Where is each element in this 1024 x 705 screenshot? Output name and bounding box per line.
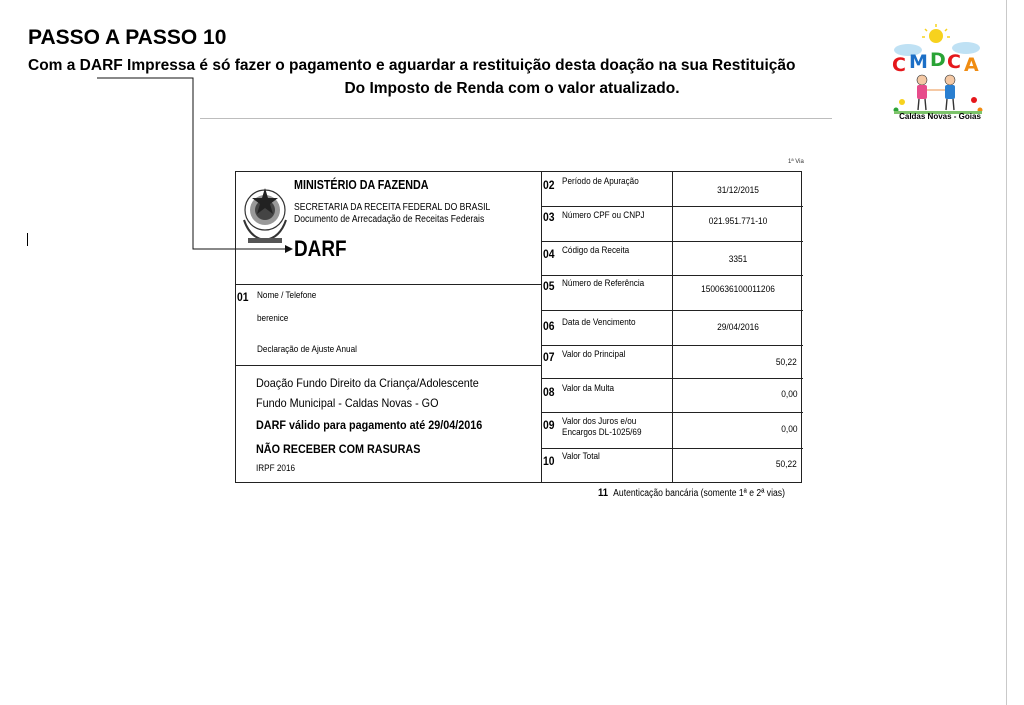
- field-06-value: 29/04/2016: [717, 322, 759, 333]
- value-column-divider: [672, 172, 673, 482]
- irpf-year: IRPF 2016: [256, 463, 296, 474]
- validity-note: DARF válido para pagamento até 29/04/2016: [256, 418, 483, 432]
- bank-authentication: [598, 487, 785, 499]
- coat-of-arms-icon: [240, 180, 290, 246]
- field-09-number: 09: [543, 420, 555, 432]
- field-11-number: 11: [598, 487, 609, 499]
- field-02-value: 31/12/2015: [717, 185, 759, 196]
- field-08-number: 08: [543, 387, 555, 399]
- field-10-number: 10: [543, 456, 555, 468]
- field-06-label: Data de Vencimento: [562, 317, 636, 328]
- darf-title: DARF: [294, 236, 347, 261]
- via-label: 1ª Via: [788, 159, 804, 165]
- darf-form: [235, 171, 802, 483]
- svg-text:A: A: [964, 54, 979, 76]
- field-10-label: Valor Total: [562, 451, 600, 462]
- row-divider: [236, 284, 541, 285]
- field-05-value: 1500636100011206: [701, 284, 775, 295]
- svg-text:C: C: [947, 51, 961, 73]
- field-04-value: 3351: [728, 254, 748, 265]
- field-07-label: Valor do Principal: [562, 349, 626, 360]
- field-04-number: 04: [543, 249, 555, 261]
- field-02-label: Período de Apuração: [562, 176, 639, 187]
- instruction-line-2: Do Imposto de Renda com o valor atualizado.: [344, 80, 680, 97]
- secretariat-name: SECRETARIA DA RECEITA FEDERAL DO BRASIL: [294, 202, 491, 213]
- row-divider: [541, 412, 803, 413]
- field-04-label: Código da Receita: [562, 245, 630, 256]
- svg-text:C: C: [892, 54, 906, 76]
- field-08-value: 0,00: [780, 389, 797, 400]
- note-line-1: Doação Fundo Direito da Criança/Adolescente: [256, 376, 479, 390]
- column-divider: [541, 172, 542, 482]
- row-divider: [236, 365, 541, 366]
- field-08-label: Valor da Multa: [562, 383, 615, 394]
- field-11-label: Autenticação bancária (somente 1ª e 2ª vias): [613, 488, 785, 499]
- field-10-value: 50,22: [776, 459, 797, 470]
- note-line-2: Fundo Municipal - Caldas Novas - GO: [256, 396, 439, 410]
- field-09-label: Valor dos Juros e/ou: [562, 416, 637, 427]
- field-03-label: Número CPF ou CNPJ: [562, 210, 645, 221]
- svg-text:M: M: [909, 51, 928, 73]
- row-divider: [541, 448, 803, 449]
- row-divider: [541, 206, 803, 207]
- instruction-line-1: Com a DARF Impressa é só fazer o pagamento e aguardar a restituição desta doação na sua Restituição: [28, 57, 796, 74]
- row-divider: [541, 378, 803, 379]
- ministry-title: MINISTÉRIO DA FAZENDA: [294, 178, 429, 192]
- field-03-number: 03: [543, 212, 555, 224]
- field-02-number: 02: [543, 180, 555, 192]
- field-09-label-line2: Encargos DL-1025/69: [562, 427, 642, 438]
- field-01-number: 01: [237, 292, 249, 304]
- document-type: Documento de Arrecadação de Receitas Federais: [294, 214, 485, 225]
- field-05-label: Número de Referência: [562, 278, 645, 289]
- row-divider: [541, 345, 803, 346]
- warning-note: NÃO RECEBER COM RASURAS: [256, 442, 421, 456]
- field-09-value: 0,00: [780, 424, 797, 435]
- svg-text:D: D: [930, 49, 946, 71]
- logo-caption: Caldas Novas - Goias: [899, 112, 981, 121]
- field-05-number: 05: [543, 281, 555, 293]
- declaration-type: Declaração de Ajuste Anual: [257, 344, 357, 355]
- payer-name: berenice: [257, 313, 289, 324]
- field-06-number: 06: [543, 321, 555, 333]
- row-divider: [541, 241, 803, 242]
- field-03-value: 021.951.771-10: [708, 216, 768, 227]
- field-01-label: Nome / Telefone: [257, 290, 317, 301]
- field-07-value: 50,22: [776, 357, 797, 368]
- field-07-number: 07: [543, 352, 555, 364]
- row-divider: [541, 275, 803, 276]
- row-divider: [541, 310, 803, 311]
- page-title: PASSO A PASSO 10: [28, 26, 227, 49]
